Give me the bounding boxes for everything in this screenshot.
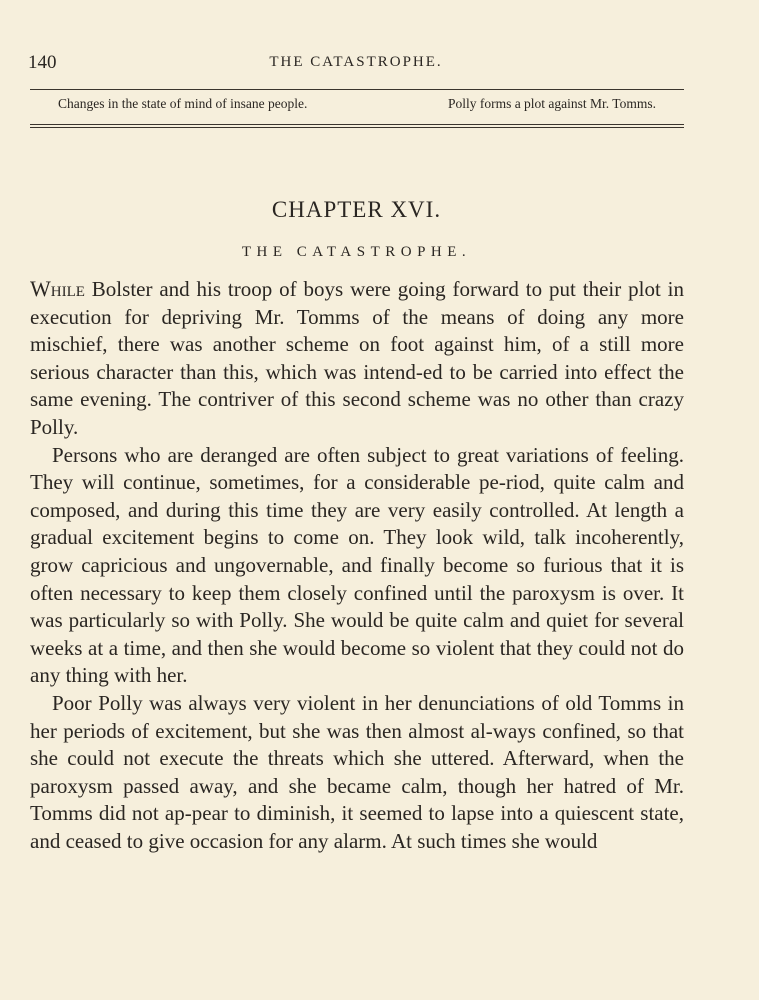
paragraph-2: Persons who are deranged are often subject to great variations of feeling. They will continue, sometimes, for a considerable pe-riod, quite calm and composed, and during this time they are very easily controlled. At length a gradual excitement begins to come on. They look wild, talk incoherently, grow capricious and ungovernable, and finally become so furious that it is often necessary to keep them closely confined until the paroxysm is over. It was particularly so with Polly. She would be quite calm and quiet for several weeks at a time, and then she would become so violent that they could not do any thing with her.	[30, 442, 684, 688]
page-number: 140	[28, 52, 57, 73]
top-rule	[30, 89, 684, 90]
topic-right: Polly forms a plot against Mr. Tomms.	[447, 96, 656, 111]
chapter-title: THE CATASTROPHE.	[241, 244, 472, 260]
body-text	[30, 275, 684, 855]
double-rule-lower	[30, 127, 684, 128]
paragraph-3: Poor Polly was always very violent in her denunciations of old Tomms in her periods of excitement, but she was then almost al-ways confined, so that she could not execute the threats which she uttered. Afterward, when the paroxysm passed away, and she became calm, though her hatred of Mr. Tomms did not ap-pear to diminish, it seemed to lapse into a quiescent state, and ceased to give occasion for any alarm. At such times she would	[30, 690, 684, 853]
topic-left: Changes in the state of mind of insane people.	[58, 96, 308, 111]
chapter-number: CHAPTER XVI.	[271, 197, 442, 222]
double-rule-upper	[30, 124, 684, 125]
paragraph-1	[30, 275, 684, 442]
paragraph-1-text: Bolster and his troop of boys were going forward to put their plot in execution for depriving Mr. Tomms of the means of doing any more mischief, there was another scheme on foot against him, of a still more serious character than this, which was intend-ed to be carried into effect the same evening. The contriver of this second scheme was no other than crazy Polly.	[30, 277, 684, 439]
lead-word: While	[30, 276, 85, 301]
running-title: THE CATASTROPHE.	[269, 54, 443, 70]
running-head	[28, 52, 684, 78]
topic-summary-row	[30, 96, 684, 118]
